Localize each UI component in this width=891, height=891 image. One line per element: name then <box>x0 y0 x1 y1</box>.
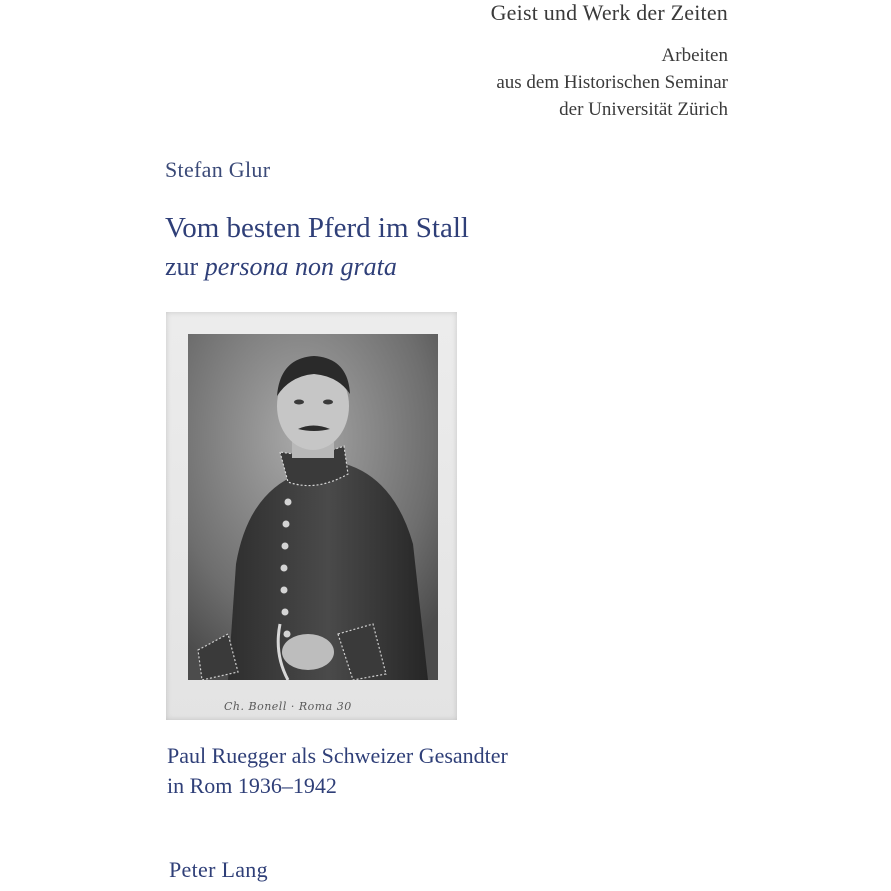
portrait-illustration <box>188 334 438 680</box>
portrait-frame <box>166 312 457 720</box>
description-line-1: Paul Ruegger als Schweizer Gesandter <box>167 743 508 768</box>
book-subtitle <box>165 251 397 283</box>
description-line-2: in Rom 1936–1942 <box>167 773 337 798</box>
author-name: Stefan Glur <box>165 157 271 182</box>
subtitle-prefix: zur <box>165 252 205 281</box>
series-line-3: der Universität Zürich <box>559 99 728 120</box>
series-subtitle <box>491 42 728 123</box>
series-title: Geist und Werk der Zeiten <box>490 0 728 25</box>
book-description <box>167 741 508 801</box>
book-title: Vom besten Pferd im Stall <box>165 212 469 244</box>
publisher-name: Peter Lang <box>169 857 268 882</box>
photo-signature: Ch. Bonell · Roma 30 <box>224 700 352 713</box>
series-block <box>491 0 728 123</box>
series-line-2: aus dem Historischen Seminar <box>496 72 728 93</box>
subtitle-italic: persona non grata <box>204 252 397 281</box>
series-line-1: Arbeiten <box>661 45 728 66</box>
portrait-photo <box>188 334 438 680</box>
